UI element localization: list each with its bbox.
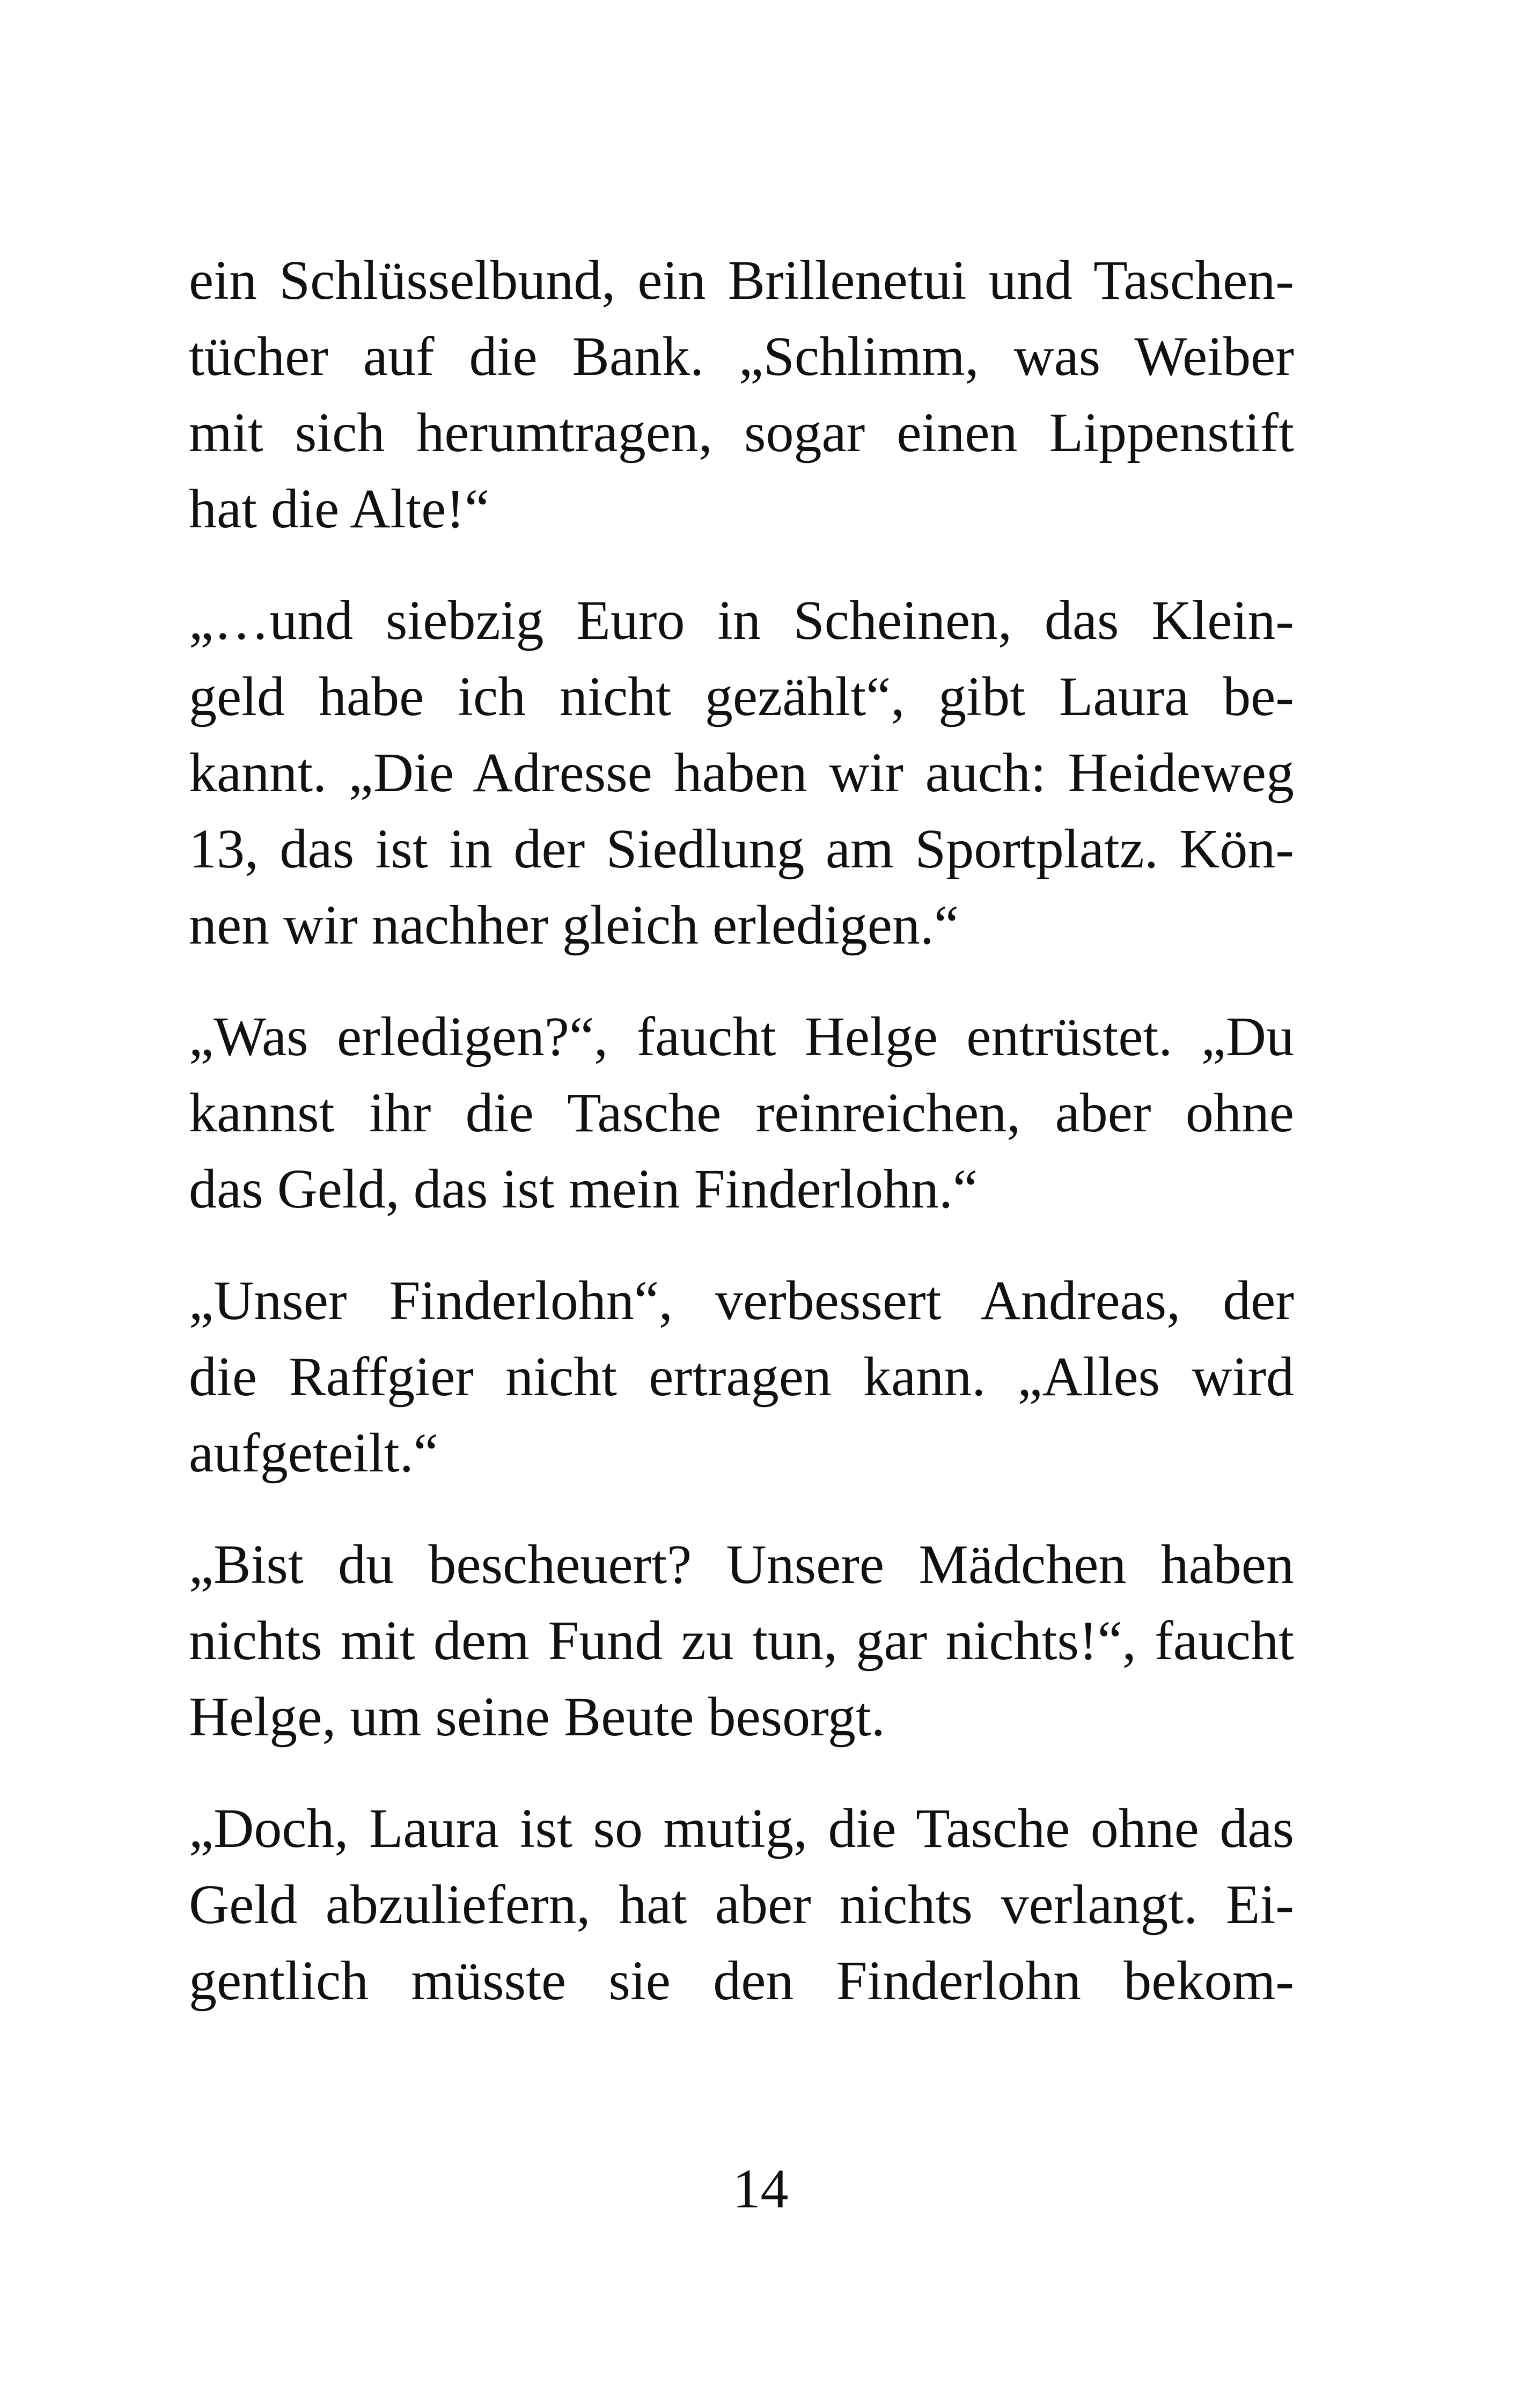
text-line: geld habe ich nicht gezählt“, gibt Laura be-: [189, 666, 1294, 727]
text-line: „…und siebzig Euro in Scheinen, das Klein-: [189, 590, 1294, 651]
text-line: „Unser Finderlohn“, verbessert Andreas, der: [189, 1270, 1294, 1331]
text-line: die Raffgier nicht ertragen kann. „Alles wird: [189, 1346, 1294, 1408]
text-line: hat die Alte!“: [189, 478, 490, 540]
paragraph-4: [189, 1263, 1294, 1491]
text-line: ein Schlüsselbund, ein Brillenetui und Taschen-: [189, 249, 1294, 311]
page-body: [189, 242, 1294, 2019]
page-number: 14: [732, 2158, 789, 2220]
paragraph-3: [189, 999, 1294, 1227]
text-line: nichts mit dem Fund zu tun, gar nichts!“, faucht: [189, 1610, 1294, 1671]
text-line: „Bist du bescheuert? Unsere Mädchen haben: [189, 1534, 1294, 1595]
text-line: nen wir nachher gleich erledigen.“: [189, 894, 959, 956]
paragraph-5: [189, 1527, 1294, 1755]
text-line: mit sich herumtragen, sogar einen Lippenstift: [189, 402, 1294, 463]
text-line: kannst ihr die Tasche reinreichen, aber ohne: [189, 1082, 1294, 1144]
text-line: gentlich müsste sie den Finderlohn bekom-: [189, 1950, 1294, 2012]
text-line: Helge, um seine Beute besorgt.: [189, 1686, 885, 1748]
text-line: tücher auf die Bank. „Schlimm, was Weiber: [189, 326, 1294, 387]
paragraph-1: [189, 242, 1294, 547]
text-line: das Geld, das ist mein Finderlohn.“: [189, 1158, 978, 1220]
text-line: 13, das ist in der Siedlung am Sportplatz. Kön-: [189, 818, 1294, 880]
text-line: „Was erledigen?“, faucht Helge entrüstet. „Du: [189, 1006, 1294, 1067]
text-line: kannt. „Die Adresse haben wir auch: Heideweg: [189, 742, 1294, 804]
text-line: Geld abzuliefern, hat aber nichts verlangt. Ei-: [189, 1874, 1294, 1935]
paragraph-2: [189, 583, 1294, 963]
text-line: aufgeteilt.“: [189, 1422, 438, 1484]
text-line: „Doch, Laura ist so mutig, die Tasche ohne das: [189, 1798, 1294, 1859]
paragraph-6: [189, 1791, 1294, 2019]
